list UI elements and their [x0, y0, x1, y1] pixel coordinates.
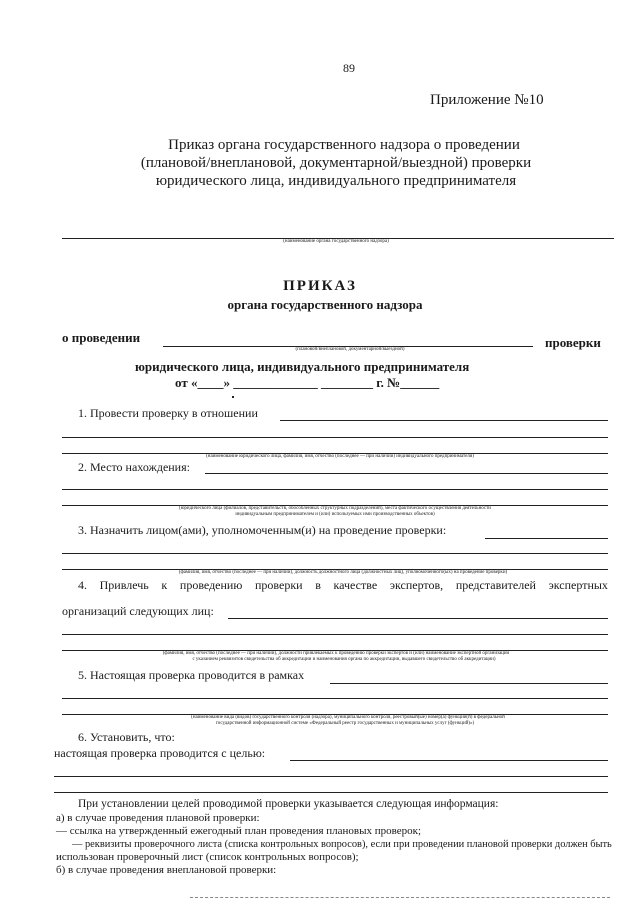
item-6-line-b — [54, 776, 608, 777]
order-heading: ПРИКАЗ — [283, 278, 357, 294]
item-3-line-b — [62, 553, 608, 554]
item-4-word: Привлечь — [99, 578, 149, 592]
location-caption-2: индивидуальным предпринимателем и (или) используемых ими производственных объектов) — [235, 512, 435, 517]
item-1-line-b — [62, 437, 608, 438]
title-line-3: юридического лица, индивидуального предпринимателя — [155, 173, 517, 189]
goals-planned-2b: использован проверочный лист (список контрольных вопросов); — [56, 851, 359, 863]
experts-caption-2: с указанием реквизитов свидетельства об аккредитации и наименования органа по аккредитации, выдавшего свидетельство об аккредитации) — [192, 657, 496, 662]
date-number-line: от «____» _____________ ________ г. №______ — [175, 375, 440, 390]
item-4-word: в — [315, 578, 321, 592]
item-4 — [78, 578, 608, 593]
item-3-line-a — [485, 538, 608, 539]
item-5: 5. Настоящая проверка проводится в рамках — [78, 668, 305, 682]
item-5-line-b — [62, 698, 608, 699]
appendix-label: Приложение №10 — [430, 92, 544, 108]
item-6-continued: настоящая проверка проводится с целью: — [54, 746, 266, 760]
subject-line: юридического лица, индивидуального предпринимателя — [135, 359, 470, 374]
experts-caption-1: (фамилия, имя, отчество (последнее — при наличии), должности привлекаемых к проведению проверки экспертов и (или) наименование экспертной организации — [162, 651, 510, 656]
item-3: 3. Назначить лицом(ами), уполномоченным(и) на проведение проверки: — [78, 523, 447, 537]
item-4-line-a — [228, 618, 608, 619]
officials-caption: (фамилия, имя, отчество (последнее — при наличии), должность должностного лица (должностных лиц), уполномоченного(ых) на проведение проверки) — [178, 570, 508, 575]
item-4-word: проверки — [254, 578, 303, 592]
goals-planned-1: — ссылка на утвержденный ежегодный план проведения плановых проверок; — [56, 825, 422, 837]
item-4-word: к — [161, 578, 168, 592]
bottom-edge-line — [190, 897, 610, 898]
item-2-line-a — [205, 473, 608, 474]
item-6-line-a — [290, 760, 608, 761]
goals-planned: а) в случае проведения плановой проверки: — [56, 812, 260, 824]
org-name-caption: (наименование органа государственного надзора) — [283, 239, 389, 244]
bullet-mark — [232, 396, 234, 398]
item-4-word: экспертных — [548, 578, 608, 592]
item-4-line-b — [62, 634, 608, 635]
item-6: 6. Установить, что: — [78, 730, 175, 744]
check-label: проверки — [545, 335, 601, 350]
location-caption-1: (юридического лица (филиалов, представительств, обособленных структурных подразделений), места фактического осуществления деятельности — [179, 506, 491, 511]
control-caption-2: государственной информационной системе «Федеральный реестр государственных и муниципальных услуг (функций)») — [215, 721, 475, 726]
subject-caption: (наименование юридического лица, фамилия, имя, отчество (последнее — при наличии) индивидуального предпринимателя) — [206, 454, 474, 459]
about-label: о проведении — [62, 330, 141, 345]
item-4-continued: организаций следующих лиц: — [62, 604, 214, 618]
item-4-word: 4. — [78, 578, 87, 592]
item-5-line-a — [330, 683, 608, 684]
item-2-line-b — [62, 489, 608, 490]
page-number: 89 — [343, 61, 355, 75]
item-4-word: представителей — [455, 578, 536, 592]
title-line-1: Приказ органа государственного надзора о проведении — [168, 137, 520, 153]
title-line-2: (плановой/внеплановой, документарной/выездной) проверки — [140, 155, 532, 171]
item-2: 2. Место нахождения: — [78, 460, 190, 474]
goals-intro: При установлении целей проводимой проверки указывается следующая информация: — [78, 798, 499, 810]
item-6-line-c — [54, 792, 608, 793]
item-4-word: экспертов, — [389, 578, 444, 592]
item-1-line-a — [280, 420, 608, 421]
check-type-caption: (плановой/внеплановой, документарной/выездной) — [295, 347, 405, 352]
control-caption-1: (наименование вида (видов) государственного контроля (надзора), муниципального контроля, реестровый(ые) номер(а) функции(й) в федеральной — [191, 715, 505, 720]
item-4-word: проведению — [179, 578, 243, 592]
item-4-word: качестве — [333, 578, 378, 592]
goals-planned-2: — реквизиты проверочного листа (списка контрольных вопросов), если при проведении плановой проверки должен быть — [72, 839, 612, 850]
order-subheading: органа государственного надзора — [227, 297, 423, 312]
goals-unplanned: б) в случае проведения внеплановой проверки: — [56, 864, 277, 876]
item-1: 1. Провести проверку в отношении — [78, 406, 258, 420]
